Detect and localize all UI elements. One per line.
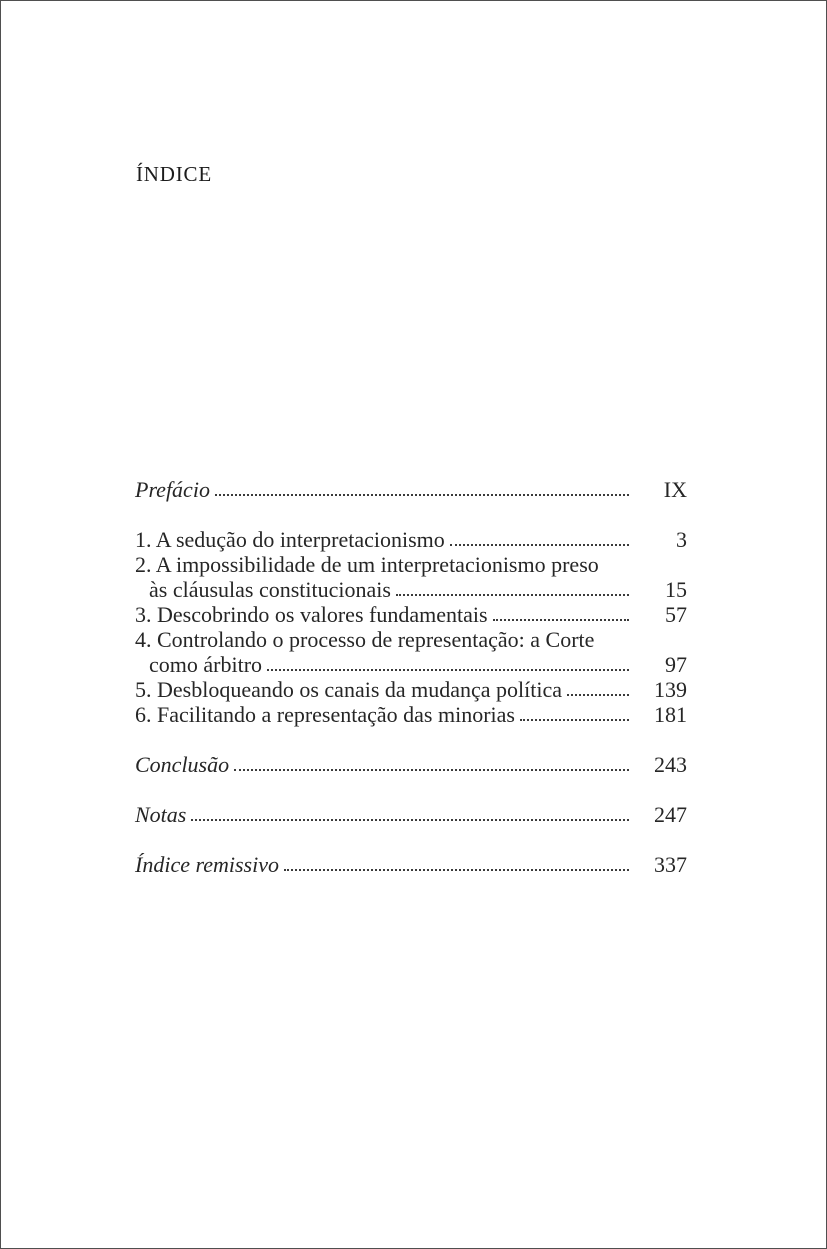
toc-page-number: IX [663,477,687,502]
toc-page-number: 181 [654,702,687,727]
toc-page-number: 15 [665,577,687,602]
toc-entry-text: às cláusulas constitucionais [149,577,391,602]
toc-entry-text: 3. Descobrindo os valores fundamentais [135,602,488,627]
toc-entry [135,752,687,777]
toc-entry-text: 4. Controlando o processo de representação: a Corte [135,627,595,652]
dot-leader [520,719,629,721]
toc-page-number: 57 [665,602,687,627]
dot-leader [567,694,629,696]
dot-leader [284,869,629,871]
toc-list [135,477,687,877]
toc-entry-text: como árbitro [149,652,263,677]
toc-entry [135,527,687,552]
toc-entry-text: 2. A impossibilidade de um interpretacionismo preso [135,552,599,577]
toc-entry [135,552,687,602]
dot-leader [191,819,629,821]
dot-leader [234,769,629,771]
toc-entry-line [135,527,687,552]
toc-page-number: 139 [654,677,687,702]
toc-page-number: 247 [654,802,687,827]
toc-entry-text: 5. Desbloqueando os canais da mudança política [135,677,563,702]
toc-entry-line [135,652,687,677]
page-title: ÍNDICE [136,162,212,186]
dot-leader [450,544,629,546]
toc-entry-line [135,577,687,602]
toc-entry-line [135,702,687,727]
toc-entry [135,802,687,827]
dot-leader [493,619,629,621]
toc-entry-text: Conclusão [135,752,230,777]
toc-entry-line [135,627,687,652]
toc-entry-text: Índice remissivo [135,852,279,877]
toc-entry [135,677,687,702]
toc-entry [135,477,687,502]
toc-entry-text: 1. A sedução do interpretacionismo [135,527,445,552]
toc-entry [135,602,687,627]
toc-entry [135,702,687,727]
toc-entry-line [135,602,687,627]
toc-entry [135,852,687,877]
toc-entry-text: Notas [135,802,187,827]
toc-entry-line [135,552,687,577]
toc-entry-line [135,802,687,827]
dot-leader [215,494,629,496]
toc-entry-text: 6. Facilitando a representação das minorias [135,702,515,727]
toc-entry-line [135,477,687,502]
toc-entry-line [135,852,687,877]
toc-entry [135,627,687,677]
toc-entry-line [135,752,687,777]
toc-page-number: 97 [665,652,687,677]
toc-page-number: 243 [654,752,687,777]
toc-page-number: 337 [654,852,687,877]
dot-leader [396,594,629,596]
toc-entry-line [135,677,687,702]
dot-leader [267,669,629,671]
toc-entry-text: Prefácio [135,477,210,502]
toc-page-number: 3 [676,527,687,552]
